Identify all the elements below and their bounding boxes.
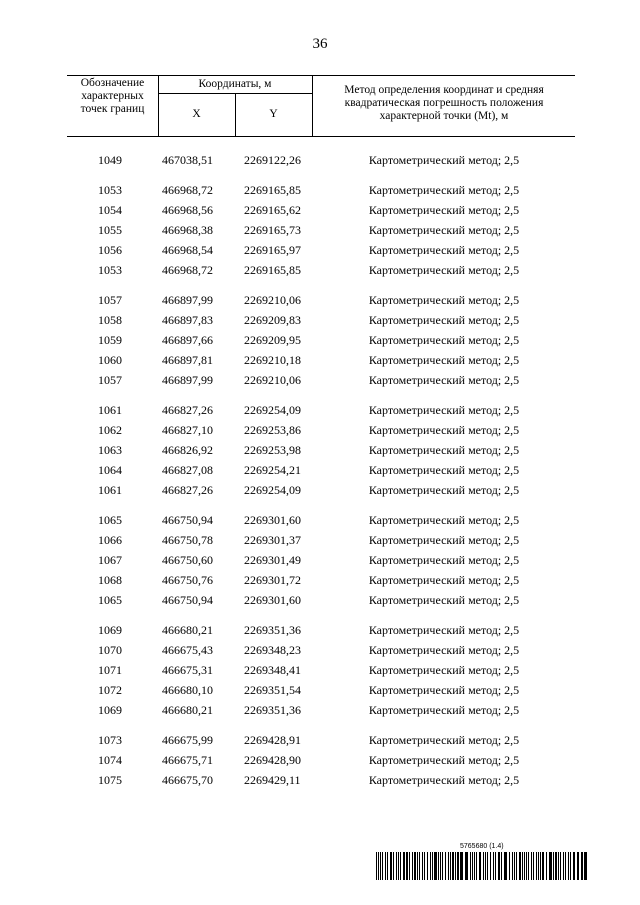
point-id: 1066 <box>98 533 122 547</box>
row-group <box>67 400 575 500</box>
method-cell: Картометрический метод; 2,5 <box>368 593 520 607</box>
barcode-bar <box>380 852 381 880</box>
method-cell: Картометрический метод; 2,5 <box>368 423 520 437</box>
point-id: 1069 <box>98 703 122 717</box>
table-row <box>67 310 575 330</box>
coord-y: 2269429,11 <box>244 773 301 787</box>
method-cell: Картометрический метод; 2,5 <box>368 443 520 457</box>
coord-y: 2269209,95 <box>244 333 301 347</box>
method-cell: Картометрический метод; 2,5 <box>368 203 520 217</box>
coord-x: 466750,60 <box>162 553 213 567</box>
barcode-bar <box>512 852 513 880</box>
barcode-bar <box>568 852 569 880</box>
table-row <box>67 220 575 240</box>
table-row <box>67 590 575 610</box>
coord-y: 2269348,41 <box>244 663 301 677</box>
table-body <box>67 150 575 800</box>
header-divider <box>312 75 313 137</box>
barcode-bar <box>549 852 552 880</box>
coord-x: 466675,71 <box>162 753 213 767</box>
coord-x: 466897,66 <box>162 333 213 347</box>
barcode-bar <box>417 852 418 880</box>
coord-y: 2269210,06 <box>244 373 301 387</box>
barcode-bar <box>483 852 484 880</box>
barcode-bar <box>524 852 525 880</box>
barcode-bar <box>393 852 394 880</box>
coord-x: 466680,21 <box>162 623 213 637</box>
barcode-caption: 5765680 (1.4) <box>460 843 504 850</box>
point-id: 1063 <box>98 443 122 457</box>
coord-y: 2269165,85 <box>244 263 301 277</box>
point-id: 1059 <box>98 333 122 347</box>
barcode-bar <box>573 852 575 880</box>
table-row <box>67 240 575 260</box>
coord-y: 2269351,36 <box>244 703 301 717</box>
header-method: Метод определения координат и средняя квадратическая погрешность положения характерной точки (Mt), м <box>344 84 544 122</box>
coord-y: 2269165,73 <box>244 223 301 237</box>
method-cell: Картометрический метод; 2,5 <box>368 623 520 637</box>
table-row <box>67 370 575 390</box>
coord-x: 466750,76 <box>162 573 213 587</box>
method-cell: Картометрический метод; 2,5 <box>368 773 520 787</box>
table-row <box>67 260 575 280</box>
coord-x: 466968,72 <box>162 263 213 277</box>
point-id: 1067 <box>98 553 122 567</box>
method-cell: Картометрический метод; 2,5 <box>368 483 520 497</box>
barcode-bar <box>570 852 571 880</box>
coord-x: 467038,51 <box>162 153 213 167</box>
coord-y: 2269301,37 <box>244 533 301 547</box>
coord-x: 466897,83 <box>162 313 213 327</box>
barcode-bar <box>553 852 554 880</box>
barcode-bar <box>563 852 564 880</box>
barcode-bar <box>422 852 423 880</box>
coord-y: 2269351,36 <box>244 623 301 637</box>
method-cell: Картометрический метод; 2,5 <box>368 403 520 417</box>
row-group <box>67 510 575 610</box>
coord-x: 466675,70 <box>162 773 213 787</box>
table-row <box>67 680 575 700</box>
coord-y: 2269428,91 <box>244 733 301 747</box>
header-x: X <box>192 108 201 120</box>
method-cell: Картометрический метод; 2,5 <box>368 373 520 387</box>
barcode-bar <box>452 852 454 880</box>
coord-y: 2269348,23 <box>244 643 301 657</box>
point-id: 1061 <box>98 403 122 417</box>
page-number: 36 <box>312 36 328 52</box>
table-row <box>67 730 575 750</box>
coord-y: 2269351,54 <box>244 683 301 697</box>
header-coordinates: Координаты, м <box>198 78 272 90</box>
barcode-bar <box>465 852 468 880</box>
barcode-bar <box>577 852 579 880</box>
point-id: 1055 <box>98 223 122 237</box>
barcode-bar <box>430 852 431 880</box>
barcode-bar <box>538 852 539 880</box>
table-row <box>67 620 575 640</box>
method-cell: Картометрический метод; 2,5 <box>368 183 520 197</box>
barcode-bar <box>514 852 515 880</box>
point-id: 1062 <box>98 423 122 437</box>
table-row <box>67 330 575 350</box>
table-row <box>67 420 575 440</box>
table-row <box>67 570 575 590</box>
coord-x: 466827,10 <box>162 423 213 437</box>
coord-x: 466968,56 <box>162 203 213 217</box>
method-cell: Картометрический метод; 2,5 <box>368 353 520 367</box>
coord-y: 2269209,83 <box>244 313 301 327</box>
row-group <box>67 150 575 170</box>
barcode-bar <box>387 852 388 880</box>
point-id: 1075 <box>98 773 122 787</box>
coord-x: 466968,72 <box>162 183 213 197</box>
barcode-bar <box>584 852 587 880</box>
coord-x: 466827,08 <box>162 463 213 477</box>
point-id: 1069 <box>98 623 122 637</box>
coord-x: 466826,92 <box>162 443 213 457</box>
barcode-bar <box>560 852 561 880</box>
barcode-bar <box>531 852 532 880</box>
barcode-bar <box>434 852 437 880</box>
table-row <box>67 460 575 480</box>
coord-y: 2269301,72 <box>244 573 301 587</box>
row-group <box>67 730 575 790</box>
point-id: 1053 <box>98 263 122 277</box>
table-row <box>67 770 575 790</box>
coord-x: 466968,54 <box>162 243 213 257</box>
barcode-bar <box>396 852 397 880</box>
method-cell: Картометрический метод; 2,5 <box>368 463 520 477</box>
barcode-bar <box>400 852 401 880</box>
barcode-bar <box>438 852 439 880</box>
barcode-bar <box>409 852 410 880</box>
barcode-bar <box>558 852 559 880</box>
table-row <box>67 480 575 500</box>
table-row <box>67 400 575 420</box>
point-id: 1064 <box>98 463 122 477</box>
method-cell: Картометрический метод; 2,5 <box>368 573 520 587</box>
barcode-bar <box>390 852 392 880</box>
barcode <box>376 843 591 883</box>
coord-y: 2269253,86 <box>244 423 301 437</box>
barcode-bar <box>516 852 517 880</box>
method-cell: Картометрический метод; 2,5 <box>368 223 520 237</box>
coord-y: 2269301,49 <box>244 553 301 567</box>
coord-y: 2269165,62 <box>244 203 301 217</box>
barcode-bar <box>427 852 428 880</box>
barcode-bar <box>528 852 529 880</box>
method-cell: Картометрический метод; 2,5 <box>368 513 520 527</box>
method-cell: Картометрический метод; 2,5 <box>368 753 520 767</box>
method-cell: Картометрический метод; 2,5 <box>368 313 520 327</box>
coord-x: 466968,38 <box>162 223 213 237</box>
coord-y: 2269165,85 <box>244 183 301 197</box>
point-id: 1071 <box>98 663 122 677</box>
method-cell: Картометрический метод; 2,5 <box>368 263 520 277</box>
barcode-bar <box>470 852 471 880</box>
coord-y: 2269210,18 <box>244 353 301 367</box>
point-id: 1054 <box>98 203 122 217</box>
coord-y: 2269301,60 <box>244 593 301 607</box>
barcode-bar <box>403 852 405 880</box>
method-cell: Картометрический метод; 2,5 <box>368 293 520 307</box>
row-group <box>67 180 575 280</box>
table-row <box>67 180 575 200</box>
barcode-bar <box>412 852 413 880</box>
header-y: Y <box>269 108 278 120</box>
barcode-bar <box>498 852 500 880</box>
coord-x: 466827,26 <box>162 483 213 497</box>
method-cell: Картометрический метод; 2,5 <box>368 683 520 697</box>
barcode-bar <box>555 852 557 880</box>
barcode-bar <box>504 852 507 880</box>
coord-x: 466675,31 <box>162 663 213 677</box>
point-id: 1065 <box>98 593 122 607</box>
method-cell: Картометрический метод; 2,5 <box>368 703 520 717</box>
point-id: 1057 <box>98 293 122 307</box>
barcode-bar <box>479 852 481 880</box>
point-id: 1056 <box>98 243 122 257</box>
point-id: 1057 <box>98 373 122 387</box>
barcode-bar <box>490 852 491 880</box>
point-id: 1073 <box>98 733 122 747</box>
point-id: 1074 <box>98 753 122 767</box>
row-group <box>67 290 575 390</box>
table-row <box>67 700 575 720</box>
table-row <box>67 660 575 680</box>
barcode-bar <box>455 852 456 880</box>
point-id: 1049 <box>98 153 122 167</box>
barcode-bar <box>501 852 502 880</box>
barcode-bar <box>445 852 446 880</box>
point-id: 1070 <box>98 643 122 657</box>
barcode-bar <box>457 852 459 880</box>
method-cell: Картометрический метод; 2,5 <box>368 243 520 257</box>
coord-y: 2269122,26 <box>244 153 301 167</box>
barcode-bar <box>495 852 496 880</box>
barcode-bar <box>406 852 408 880</box>
barcode-bar <box>378 852 379 880</box>
coord-x: 466675,43 <box>162 643 213 657</box>
barcode-bar <box>448 852 449 880</box>
method-cell: Картометрический метод; 2,5 <box>368 553 520 567</box>
point-id: 1061 <box>98 483 122 497</box>
barcode-bar <box>546 852 547 880</box>
table-row <box>67 150 575 170</box>
coord-x: 466680,10 <box>162 683 213 697</box>
barcode-bar <box>533 852 534 880</box>
coord-x: 466750,94 <box>162 513 213 527</box>
barcode-bar <box>540 852 541 880</box>
coord-y: 2269165,97 <box>244 243 301 257</box>
coord-y: 2269253,98 <box>244 443 301 457</box>
barcode-bar <box>581 852 583 880</box>
method-cell: Картометрический метод; 2,5 <box>368 663 520 677</box>
header-designation: Обозначение характерных точек границ <box>80 77 145 115</box>
barcode-bar <box>419 852 420 880</box>
header-top-rule <box>67 75 575 76</box>
method-cell: Картометрический метод; 2,5 <box>368 643 520 657</box>
table-row <box>67 530 575 550</box>
barcode-bars-icon <box>376 852 591 880</box>
method-cell: Картометрический метод; 2,5 <box>368 733 520 747</box>
barcode-bar <box>450 852 451 880</box>
coord-x: 466750,94 <box>162 593 213 607</box>
header-bottom-rule <box>67 136 575 137</box>
table-row <box>67 640 575 660</box>
barcode-bar <box>442 852 443 880</box>
barcode-bar <box>522 852 523 880</box>
table-row <box>67 440 575 460</box>
table-row <box>67 200 575 220</box>
barcode-bar <box>432 852 433 880</box>
coord-y: 2269254,09 <box>244 403 301 417</box>
table-row <box>67 350 575 370</box>
table-row <box>67 550 575 570</box>
point-id: 1065 <box>98 513 122 527</box>
barcode-bar <box>382 852 383 880</box>
method-cell: Картометрический метод; 2,5 <box>368 153 520 167</box>
barcode-bar <box>493 852 494 880</box>
barcode-bar <box>509 852 510 880</box>
point-id: 1068 <box>98 573 122 587</box>
barcode-bar <box>487 852 488 880</box>
point-id: 1053 <box>98 183 122 197</box>
barcode-bar <box>485 852 486 880</box>
coord-y: 2269210,06 <box>244 293 301 307</box>
barcode-bar <box>385 852 386 880</box>
method-cell: Картометрический метод; 2,5 <box>368 533 520 547</box>
coord-x: 466897,99 <box>162 373 213 387</box>
coord-y: 2269428,90 <box>244 753 301 767</box>
point-id: 1060 <box>98 353 122 367</box>
barcode-bar <box>424 852 425 880</box>
coord-x: 466897,81 <box>162 353 213 367</box>
point-id: 1072 <box>98 683 122 697</box>
barcode-bar <box>398 852 399 880</box>
coord-x: 466680,21 <box>162 703 213 717</box>
barcode-bar <box>536 852 537 880</box>
barcode-bar <box>526 852 527 880</box>
barcode-bar <box>565 852 566 880</box>
coord-y: 2269254,21 <box>244 463 301 477</box>
barcode-bar <box>476 852 477 880</box>
table-header <box>67 75 575 137</box>
barcode-bar <box>474 852 475 880</box>
coord-x: 466675,99 <box>162 733 213 747</box>
coord-x: 466750,78 <box>162 533 213 547</box>
coord-y: 2269301,60 <box>244 513 301 527</box>
row-group <box>67 620 575 720</box>
coord-x: 466827,26 <box>162 403 213 417</box>
coord-x: 466897,99 <box>162 293 213 307</box>
barcode-bar <box>460 852 463 880</box>
table-row <box>67 750 575 770</box>
table-row <box>67 510 575 530</box>
barcode-bar <box>414 852 416 880</box>
barcode-bar <box>472 852 473 880</box>
method-cell: Картометрический метод; 2,5 <box>368 333 520 347</box>
barcode-bar <box>542 852 544 880</box>
barcode-bar <box>376 852 377 880</box>
point-id: 1058 <box>98 313 122 327</box>
barcode-bar <box>519 852 521 880</box>
coord-y: 2269254,09 <box>244 483 301 497</box>
barcode-bar <box>440 852 441 880</box>
table-row <box>67 290 575 310</box>
